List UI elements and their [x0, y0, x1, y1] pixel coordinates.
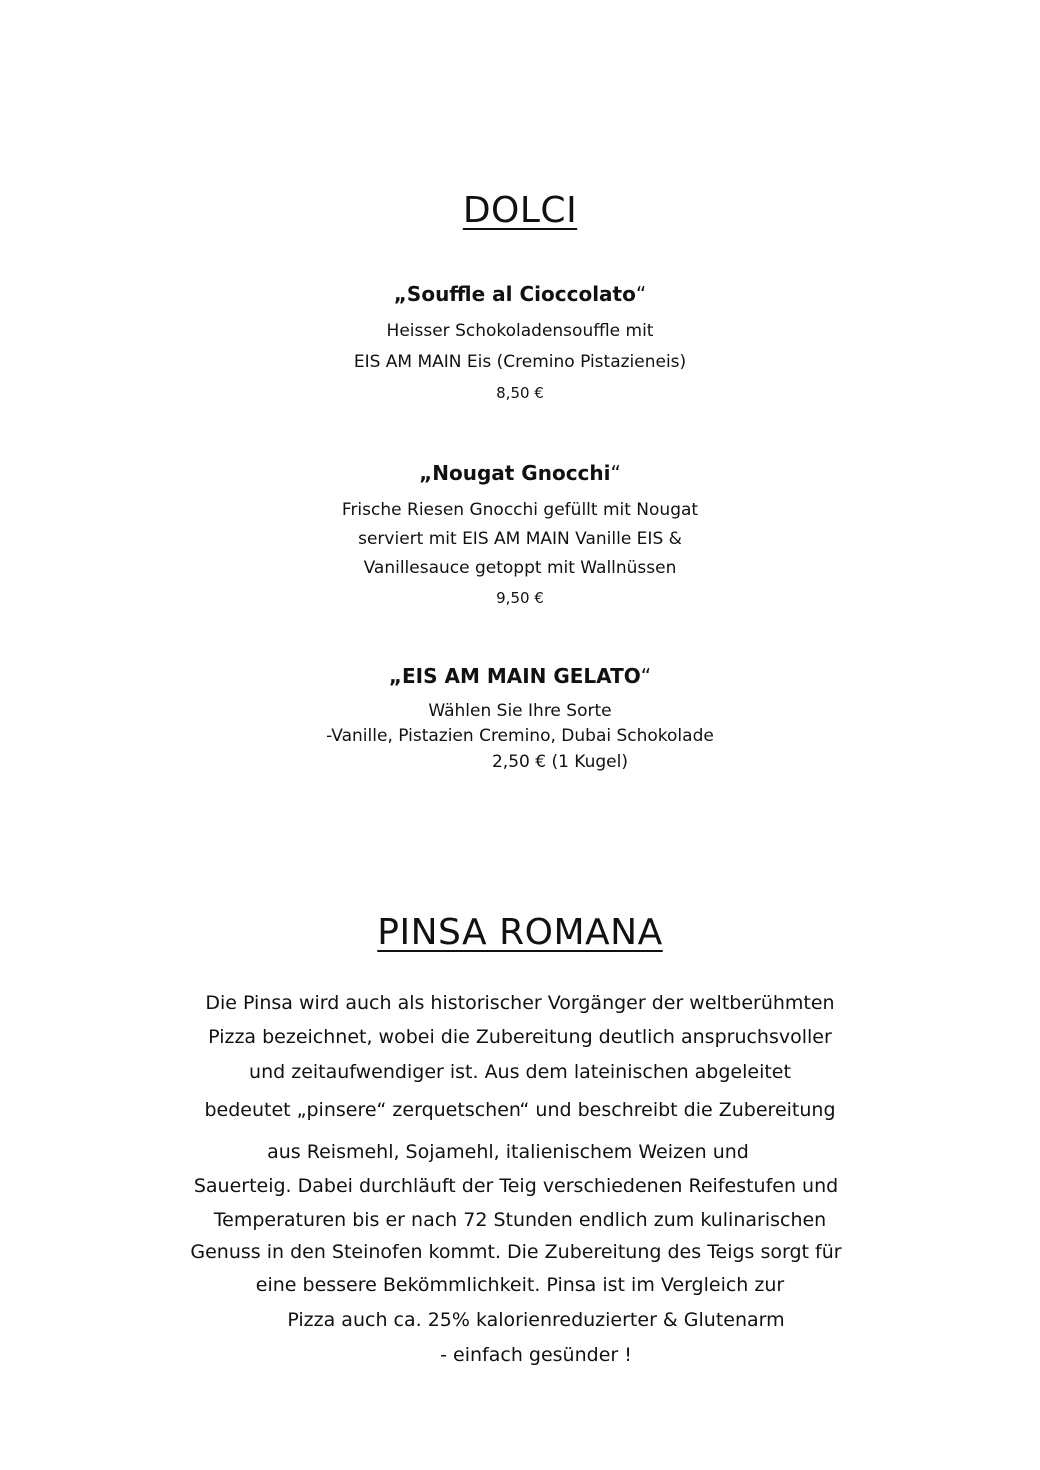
item-name: Souffle al Cioccolato [406, 282, 636, 306]
dolci-item-2-title [0, 461, 1040, 485]
dolci-item-2-desc-line-1: Frische Riesen Gnocchi gefüllt mit Nougat [341, 500, 699, 520]
pinsa-section-title: PINSA ROMANA [377, 912, 663, 953]
dolci-section-title: DOLCI [462, 190, 578, 231]
close-quote: “ [610, 461, 621, 485]
pinsa-text-line-3: und zeitaufwendiger ist. Aus dem lateinischen abgeleitet [249, 1061, 791, 1083]
dolci-item-2-price: 9,50 € [496, 589, 544, 607]
dolci-item-1-desc-line-1: Heisser Schokoladensouffle mit [386, 321, 654, 341]
close-quote: “ [635, 282, 647, 306]
pinsa-text-line-8: Genuss in den Steinofen kommt. Die Zubereitung des Teigs sorgt für [190, 1241, 842, 1263]
item-name: EIS AM MAIN GELATO [402, 664, 641, 688]
dolci-item-3-title [0, 664, 1040, 688]
pinsa-text-line-5: aus Reismehl, Sojamehl, italienischem Weizen und [267, 1141, 749, 1163]
open-quote: „ [419, 461, 433, 485]
open-quote: „ [388, 664, 403, 688]
item-name: Nougat Gnocchi [432, 461, 611, 485]
dolci-item-3-desc-line-2: -Vanille, Pistazien Cremino, Dubai Schokolade [326, 726, 714, 746]
dolci-item-2-desc-line-2: serviert mit EIS AM MAIN Vanille EIS & [358, 529, 682, 549]
pinsa-text-line-7: Temperaturen bis er nach 72 Stunden endlich zum kulinarischen [213, 1209, 827, 1231]
dolci-item-3-price: 2,50 € (1 Kugel) [491, 752, 628, 772]
pinsa-text-line-4: bedeutet „pinsere“ zerquetschen“ und beschreibt die Zubereitung [204, 1099, 836, 1121]
dolci-item-1-title [0, 282, 1040, 306]
open-quote: „ [393, 282, 407, 306]
dolci-item-3-desc-line-1: Wählen Sie Ihre Sorte [428, 701, 612, 721]
pinsa-text-line-1: Die Pinsa wird auch als historischer Vorgänger der weltberühmten [205, 992, 835, 1014]
pinsa-text-line-10: Pizza auch ca. 25% kalorienreduzierter & Glutenarm [287, 1309, 785, 1331]
close-quote: “ [640, 664, 652, 688]
dolci-item-2-desc-line-3: Vanillesauce getoppt mit Wallnüssen [363, 558, 677, 578]
dolci-item-1-price: 8,50 € [496, 384, 544, 402]
dolci-item-1-desc-line-2: EIS AM MAIN Eis (Cremino Pistazieneis) [353, 352, 687, 372]
pinsa-text-line-6: Sauerteig. Dabei durchläuft der Teig verschiedenen Reifestufen und [193, 1175, 839, 1197]
pinsa-text-line-9: eine bessere Bekömmlichkeit. Pinsa ist im Vergleich zur [255, 1274, 785, 1296]
pinsa-text-line-2: Pizza bezeichnet, wobei die Zubereitung deutlich anspruchsvoller [208, 1026, 832, 1048]
pinsa-text-line-11: - einfach gesünder ! [440, 1344, 632, 1366]
